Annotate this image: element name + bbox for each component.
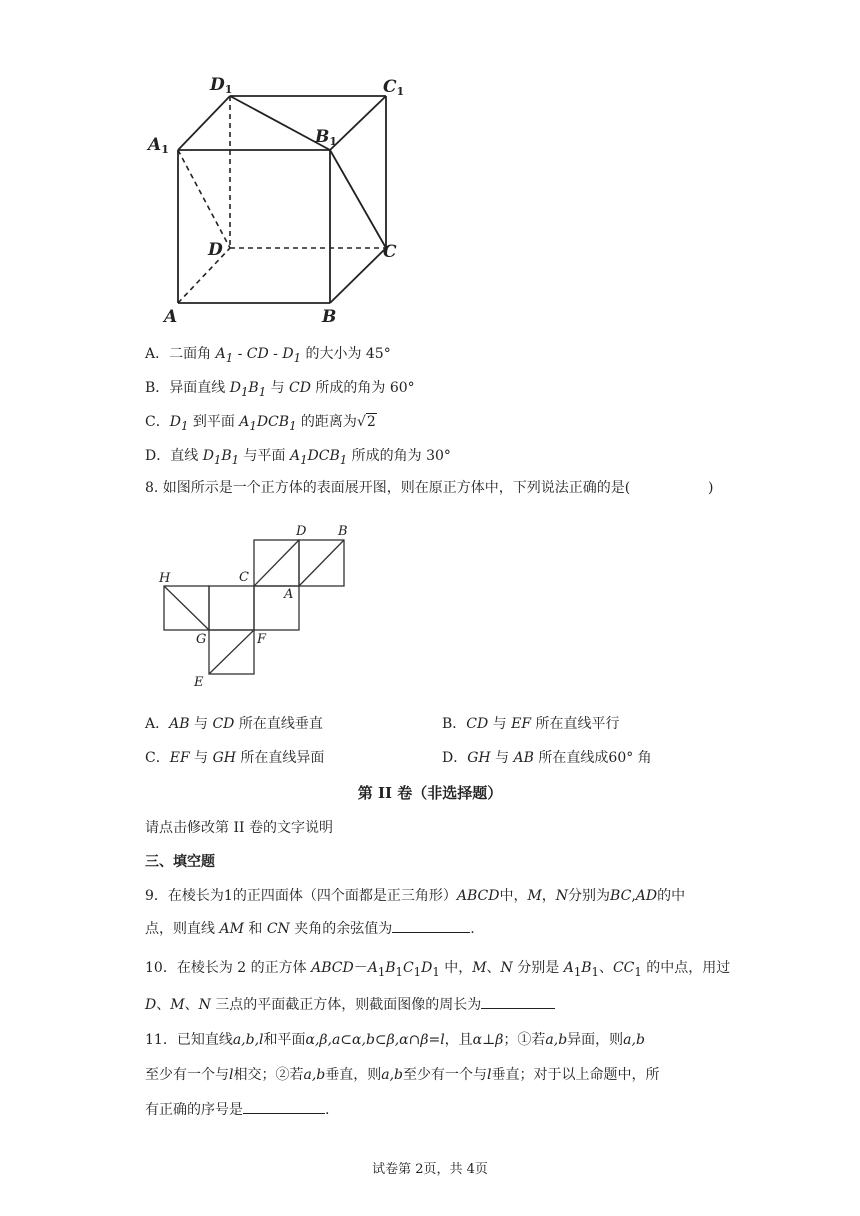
q9-line-2: 点，则直线 AM 和 CN 夹角的余弦值为 . [145,918,475,939]
net-label-H: H [159,571,171,586]
q11-line-3: 有正确的序号是 . [145,1099,329,1120]
q10-answer-blank[interactable] [481,994,555,1009]
label-C1: C1 [383,77,405,98]
cube-figure [140,70,420,330]
q8-option-b: B．CD 与 EF 所在直线平行 [442,716,620,732]
label-A1: A1 [148,135,169,156]
q8-option-c: C．EF 与 GH 所在直线异面 [145,750,325,766]
sqrt-symbol: √2 [356,414,376,430]
q11-answer-blank[interactable] [243,1099,325,1114]
q10-line-2: D、M、N 三点的平面截正方体，则截面图像的周长为 [145,994,555,1015]
q8-option-d: D．GH 与 AB 所在直线成60° 角 [442,750,652,766]
page-footer: 试卷第 2页，共 4页 [372,1162,488,1177]
section-2-title: 第 II 卷（非选择题） [357,784,503,802]
q9-answer-blank[interactable] [392,918,470,933]
net-label-E: E [194,675,204,690]
net-label-D: D [296,524,307,539]
cube-net-figure [150,518,360,693]
section-3-title: 三、填空题 [145,854,215,870]
net-label-G: G [196,632,207,647]
q8-option-a: A．AB 与 CD 所在直线垂直 [145,716,323,732]
q8-stem: 8. 如图所示是一个正方体的表面展开图，则在原正方体中，下列说法正确的是( [145,480,631,496]
q7-option-c: C．$D_1$ 到平面 $A_1DCB_1$ 的距离为√2 [145,414,376,433]
net-label-C: C [239,570,249,585]
q7-option-d: D．直线 $D_1B_1$ 与平面 $A_1DCB_1$ 所成的角为 30° [145,448,451,467]
q7-option-b: B．异面直线 $D_1B_1$ 与 CD 所成的角为 60° [145,380,415,399]
net-label-F: F [257,632,267,647]
q8-close-paren: ) [708,480,714,496]
label-D1: D1 [210,75,233,96]
q11-line-2: 至少有一个与l相交；②若a,b垂直，则a,b至少有一个与l垂直；对于以上命题中，所 [145,1067,660,1083]
q11-line-1: 11．已知直线a,b,l和平面α,β,a⊂α,b⊂β,α∩β=l，且α⊥β；①若a,b异面，则a,b [145,1032,645,1048]
label-C: C [383,242,397,262]
section-2-note[interactable]: 请点击修改第 II 卷的文字说明 [145,820,333,836]
net-label-B: B [338,524,348,539]
label-D: D [208,240,223,260]
label-A: A [164,307,178,327]
label-B: B [322,307,337,327]
q10-line-1: 10．在棱长为 2 的正方体 $ABCD-A_1B_1C_1D_1$ 中，M、N 分别是 $A_1B_1$、$CC_1$ 的中点，用过 [145,960,731,979]
q9-line-1: 9．在棱长为1的正四面体（四个面都是正三角形）ABCD中，M，N分别为BC,AD的中 [145,888,686,904]
q7-option-a: A．二面角 $A_1$ - CD - $D_1$ 的大小为 45° [145,346,391,365]
net-label-A: A [284,587,294,602]
label-B1: B1 [315,127,338,148]
